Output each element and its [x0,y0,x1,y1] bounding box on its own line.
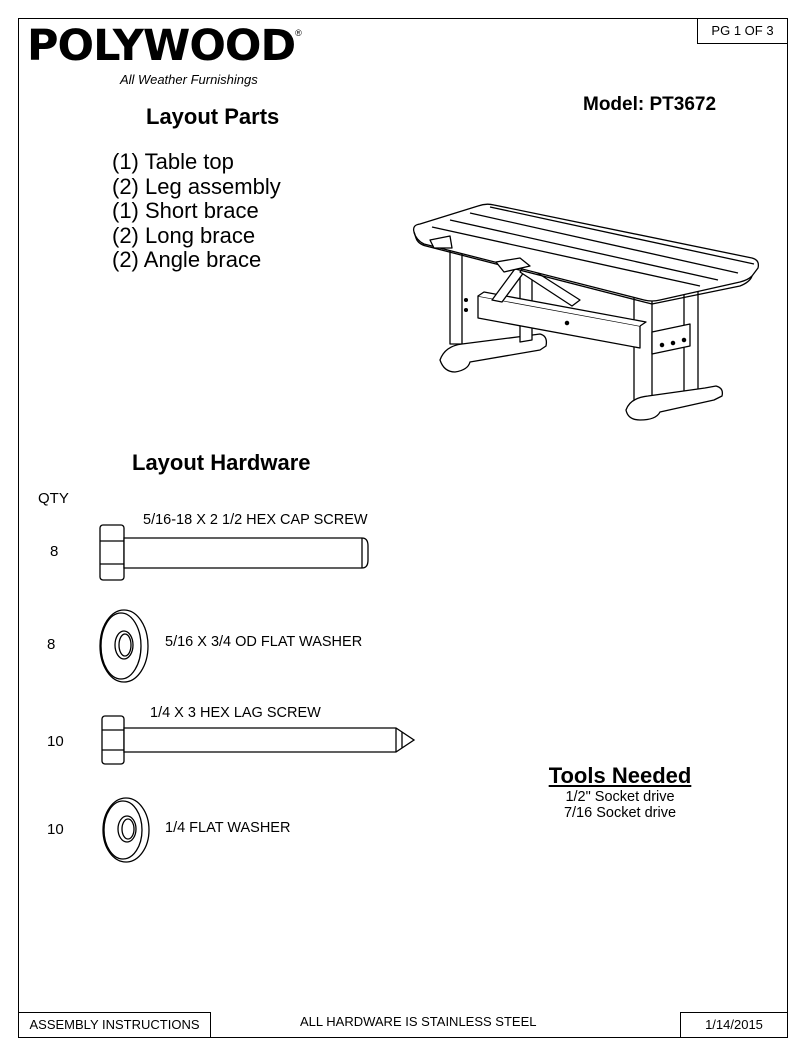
parts-list [112,150,281,273]
footer-hardware-note: ALL HARDWARE IS STAINLESS STEEL [300,1014,537,1029]
hex-cap-screw-qty: 8 [50,543,59,560]
footer-date: 1/14/2015 [680,1012,788,1038]
part-item: (1) Table top [112,149,234,174]
registered-mark: ® [295,28,302,38]
model-number: Model: PT3672 [583,94,717,115]
part-item: (2) Long brace [112,222,256,248]
table-illustration [410,195,790,435]
footer-assembly-instructions: ASSEMBLY INSTRUCTIONS [18,1012,211,1038]
flat-washer-5-16-qty: 8 [47,636,56,653]
hex-lag-screw-qty: 10 [47,733,64,750]
hex-cap-screw-illustration [98,524,378,580]
tools-needed [520,763,720,821]
hex-lag-screw-illustration [100,714,420,766]
qty-header: QTY [38,490,69,507]
hex-cap-screw-label: 5/16-18 X 2 1/2 HEX CAP SCREW [143,512,368,528]
page-indicator: PG 1 OF 3 [697,18,788,44]
brand-name: POLYWOOD [27,21,296,71]
part-item: (1) Short brace [112,198,259,223]
flat-washer-1-4-qty: 10 [47,821,64,838]
flat-washer-5-16-icon [96,606,156,686]
layout-hardware-title: Layout Hardware [132,450,311,475]
hex-lag-screw-label: 1/4 X 3 HEX LAG SCREW [150,705,321,721]
flat-washer-1-4-label: 1/4 FLAT WASHER [165,820,291,836]
brand-tagline: All Weather Furnishings [120,72,258,87]
tool-item: 7/16 Socket drive [563,805,677,821]
tool-item: 1/2" Socket drive [565,789,675,805]
polywood-logo [27,22,302,70]
flat-washer-1-4-icon [100,797,160,863]
part-item: (2) Angle brace [112,247,262,272]
part-item: (2) Leg assembly [112,173,281,199]
flat-washer-5-16-label: 5/16 X 3/4 OD FLAT WASHER [165,634,363,650]
tools-needed-title: Tools Needed [548,763,692,788]
layout-parts-title: Layout Parts [146,104,280,129]
